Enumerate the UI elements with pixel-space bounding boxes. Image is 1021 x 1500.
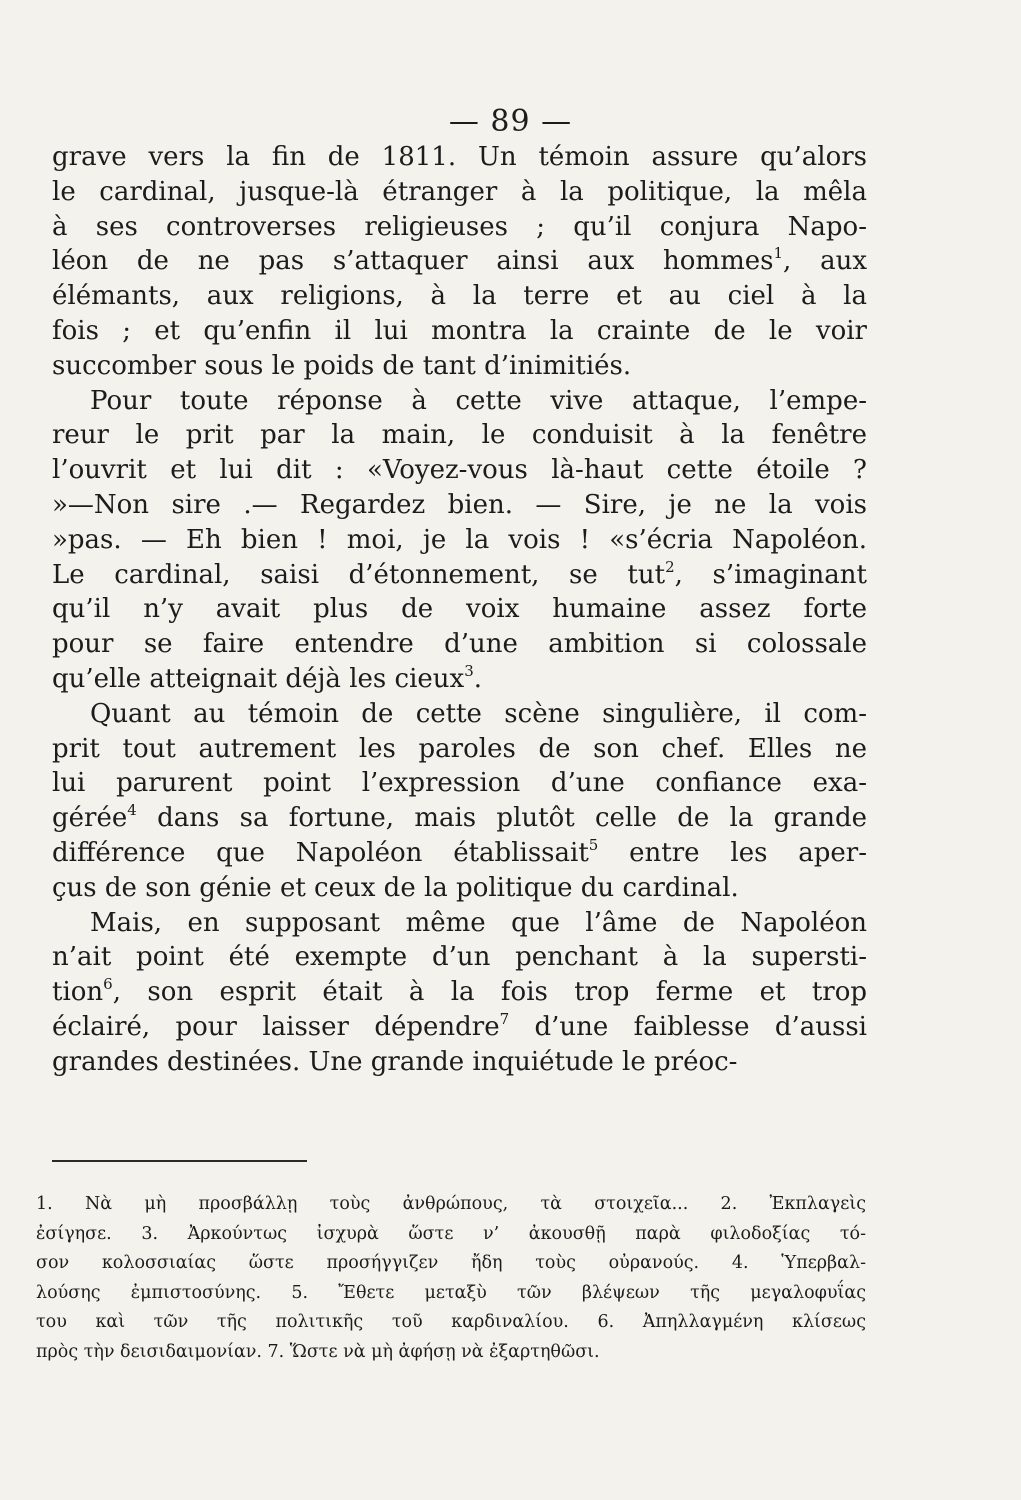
body-text	[52, 140, 867, 1080]
page-number: — 89 —	[448, 104, 573, 139]
text-line	[52, 453, 867, 488]
text-line	[52, 697, 867, 732]
footnote-ref: 2	[665, 557, 675, 576]
text-segment: »pas. — Eh bien ! moi, je la vois ! «s’écria Napoléon.	[52, 524, 867, 555]
text-segment: dans sa fortune, mais plutôt celle de la grande	[136, 803, 867, 834]
text-segment: différence que Napoléon établissait	[52, 837, 589, 868]
text-segment: »—Non sire .— Regardez bien. — Sire, je ne la vois	[52, 489, 867, 520]
footnote-line: ἐσίγησε. 3. Ἀρκούντως ἰσχυρὰ ὥστε ν’ ἀκουσθῇ παρὰ φιλοδοξίας τό-	[36, 1223, 866, 1244]
text-segment: Le cardinal, saisi d’étonnement, se tut	[52, 559, 666, 590]
text-line	[52, 1045, 867, 1080]
text-segment: n’ait point été exempte d’un penchant à la supersti-	[52, 942, 867, 973]
text-line	[52, 175, 867, 210]
text-line	[52, 140, 867, 175]
text-segment: fois ; et qu’enfin il lui montra la crainte de le voir	[52, 315, 867, 346]
footnote-line: πρὸς τὴν δεισιδαιμονίαν. 7. Ὥστε νὰ μὴ ἀφήσῃ νὰ ἐξαρτηθῶσι.	[36, 1341, 600, 1362]
text-segment: pour se faire entendre d’une ambition si colossale	[52, 629, 867, 660]
text-line	[52, 349, 867, 384]
text-segment: Quant au témoin de cette scène singulière, il com-	[90, 698, 867, 729]
text-segment: tion	[52, 977, 104, 1008]
text-line	[52, 732, 867, 767]
text-line	[52, 940, 867, 975]
text-line	[52, 906, 867, 941]
text-line	[52, 871, 867, 906]
text-segment: d’une faiblesse d’aussi	[509, 1011, 867, 1042]
footnotes	[36, 1190, 866, 1367]
text-line	[52, 975, 867, 1010]
text-line	[52, 766, 867, 801]
text-line	[52, 244, 867, 279]
text-line	[52, 523, 867, 558]
text-segment: élémants, aux religions, à la terre et au ciel à la	[52, 281, 867, 312]
text-line	[52, 801, 867, 836]
text-line	[52, 279, 867, 314]
text-segment: gérée	[52, 803, 128, 834]
footnote-line: του καὶ τῶν τῆς πολιτικῆς τοῦ καρδιναλίου. 6. Ἀπηλλαγμένη κλίσεως	[36, 1312, 866, 1332]
footnote-ref: 1	[773, 244, 784, 263]
text-segment: prit tout autrement les paroles de son chef. Elles ne	[52, 733, 867, 764]
text-segment: .	[473, 663, 482, 694]
footnote-ref: 4	[127, 801, 137, 820]
text-segment: çus de son génie et ceux de la politique du cardinal.	[52, 872, 739, 903]
text-segment: qu’il n’y avait plus de voix humaine assez forte	[52, 594, 867, 625]
text-segment: entre les aper-	[598, 837, 867, 868]
text-line	[52, 1010, 867, 1045]
text-line	[52, 210, 867, 245]
text-segment: succomber sous le poids de tant d’inimitiés.	[52, 350, 632, 381]
text-segment: Pour toute réponse à cette vive attaque, l’empe-	[90, 385, 867, 416]
text-segment: le cardinal, jusque-là étranger à la politique, la mêla	[52, 176, 867, 207]
text-segment: éclairé, pour laisser dépendre	[52, 1011, 500, 1042]
text-line	[52, 662, 867, 697]
text-segment: grave vers la fin de 1811. Un témoin assure qu’alors	[52, 142, 867, 172]
text-line	[52, 558, 867, 593]
text-line	[52, 418, 867, 453]
text-segment: reur le prit par la main, le conduisit à la fenêtre	[52, 420, 867, 451]
text-segment: lui parurent point l’expression d’une confiance exa-	[52, 768, 867, 799]
text-line	[52, 384, 867, 419]
footnote-ref: 3	[464, 661, 474, 680]
text-line	[52, 488, 867, 523]
text-segment: , son esprit était à la fois trop ferme et trop	[112, 977, 867, 1008]
text-segment: l’ouvrit et lui dit : «Voyez-vous là-haut cette étoile ?	[52, 455, 867, 486]
text-segment: léon de ne pas s’attaquer ainsi aux hommes	[52, 246, 774, 277]
text-line	[52, 836, 867, 871]
text-line	[52, 627, 867, 662]
text-segment: qu’elle atteignait déjà les cieux	[52, 663, 465, 694]
footnote-line: 1. Νὰ μὴ προσβάλλῃ τοὺς ἀνθρώπους, τὰ στοιχεῖα... 2. Ἐκπλαγεὶς	[36, 1194, 866, 1214]
footnote-line: σον κολοσσιαίας ὥστε προσήγγιζεν ἤδη τοὺς οὐρανούς. 4. Ὑπερβαλ-	[36, 1253, 866, 1273]
footnote-separator	[52, 1160, 307, 1162]
footnote-ref: 6	[103, 975, 113, 994]
text-segment: , aux	[783, 246, 867, 277]
text-line	[52, 314, 867, 349]
text-line	[52, 592, 867, 627]
text-segment: à ses controverses religieuses ; qu’il conjura Napo-	[52, 211, 867, 242]
footnote-line: λούσης ἐμπιστοσύνης. 5. Ἔθετε μεταξὺ τῶν βλέψεων τῆς μεγαλοφυΐας	[36, 1282, 866, 1303]
text-segment: Mais, en supposant même que l’âme de Napoléon	[90, 907, 867, 938]
text-segment: grandes destinées. Une grande inquiétude le préoc-	[52, 1046, 738, 1077]
footnote-ref: 5	[588, 835, 599, 854]
text-segment: , s’imaginant	[674, 559, 867, 590]
footnote-ref: 7	[499, 1009, 510, 1028]
